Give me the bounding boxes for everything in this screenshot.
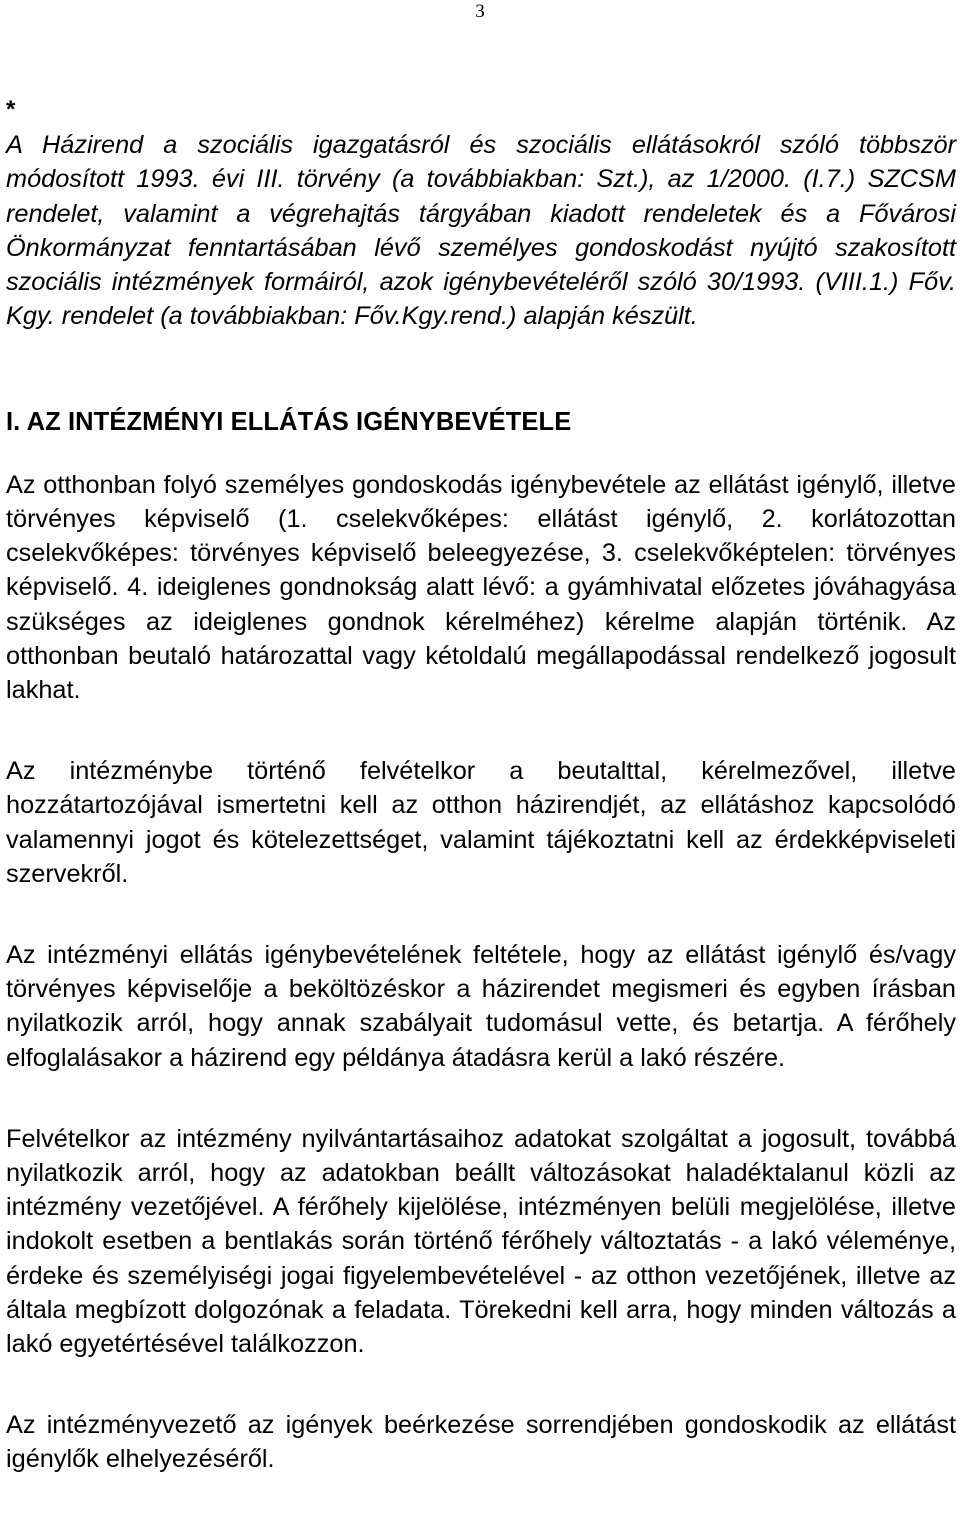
paragraph: Az intézménybe történő felvételkor a beutalttal, kérelmezővel, illetve hozzátartozójával ismertetni kell az otthon házirendjét, az ellátáshoz kapcsolódó valamennyi jogot és kötelezettséget, valamint tájékoztatni kell az érdekképviseleti szervekről. xyxy=(6,757,956,888)
paragraph: Az intézményvezető az igények beérkezése sorrendjében gondoskodik az ellátást igénylők elhelyezéséről. xyxy=(6,1411,956,1474)
intro-paragraph: A Házirend a szociális igazgatásról és szociális ellátásokról szóló többször módosított 1993. évi III. törvény (a továbbiakban: Szt.), az 1/2000. (I.7.) SZCSM rendelet, valamint a végrehajtás tárgyában kiadott rendeletek és a Fővárosi Önkormányzat fenntartásában lévő személyes gondoskodást nyújtó szakosított szociális intézmények formáiról, azok igénybevételéről szóló 30/1993. (VIII.1.) Főv. Kgy. rendelet (a továbbiakban: Főv.Kgy.rend.) alapján készült. xyxy=(6,131,956,331)
footnote-asterisk: * xyxy=(6,96,16,123)
section-heading: I. AZ INTÉZMÉNYI ELLÁTÁS IGÉNYBEVÉTELE xyxy=(6,407,572,436)
paragraph: Az otthonban folyó személyes gondoskodás igénybevétele az ellátást igénylő, illetve törvényes képviselő (1. cselekvőképes: ellátást igénylő, 2. korlátozottan cselekvőképes: törvényes képviselő beleegyezése, 3. cselekvőképtelen: törvényes képviselő. 4. ideiglenes gondnokság alatt lévő: a gyámhivatal előzetes jóváhagyása szükséges az ideiglenes gondnok kérelméhez) kérelme alapján történik. Az otthonban beutaló határozattal vagy kétoldalú megállapodással rendelkező jogosult lakhat. xyxy=(6,470,956,704)
paragraph: Felvételkor az intézmény nyilvántartásaihoz adatokat szolgáltat a jogosult, továbbá nyilatkozik arról, hogy az adatokban beállt változásokat haladéktalanul közli az intézmény vezetőjével. A férőhely kijelölése, intézményen belüli megjelölése, illetve indokolt esetben a bentlakás során történő férőhely változtatás - a lakó véleménye, érdeke és személyiségi jogai figyelembevételével - az otthon vezetőjének, illetve az általa megbízott dolgozónak a feladata. Törekedni kell arra, hogy minden változás a lakó egyetértésével találkozzon. xyxy=(6,1124,956,1359)
document-body xyxy=(6,98,956,1477)
paragraph: Az intézményi ellátás igénybevételének feltétele, hogy az ellátást igénylő és/vagy törvényes képviselője a beköltözéskor a házirendet megismeri és egyben írásban nyilatkozik arról, hogy annak szabályait tudomásul vette, és betartja. A férőhely elfoglalásakor a házirend egy példánya átadásra kerül a lakó részére. xyxy=(6,941,956,1072)
page-number: 3 xyxy=(475,1,485,22)
